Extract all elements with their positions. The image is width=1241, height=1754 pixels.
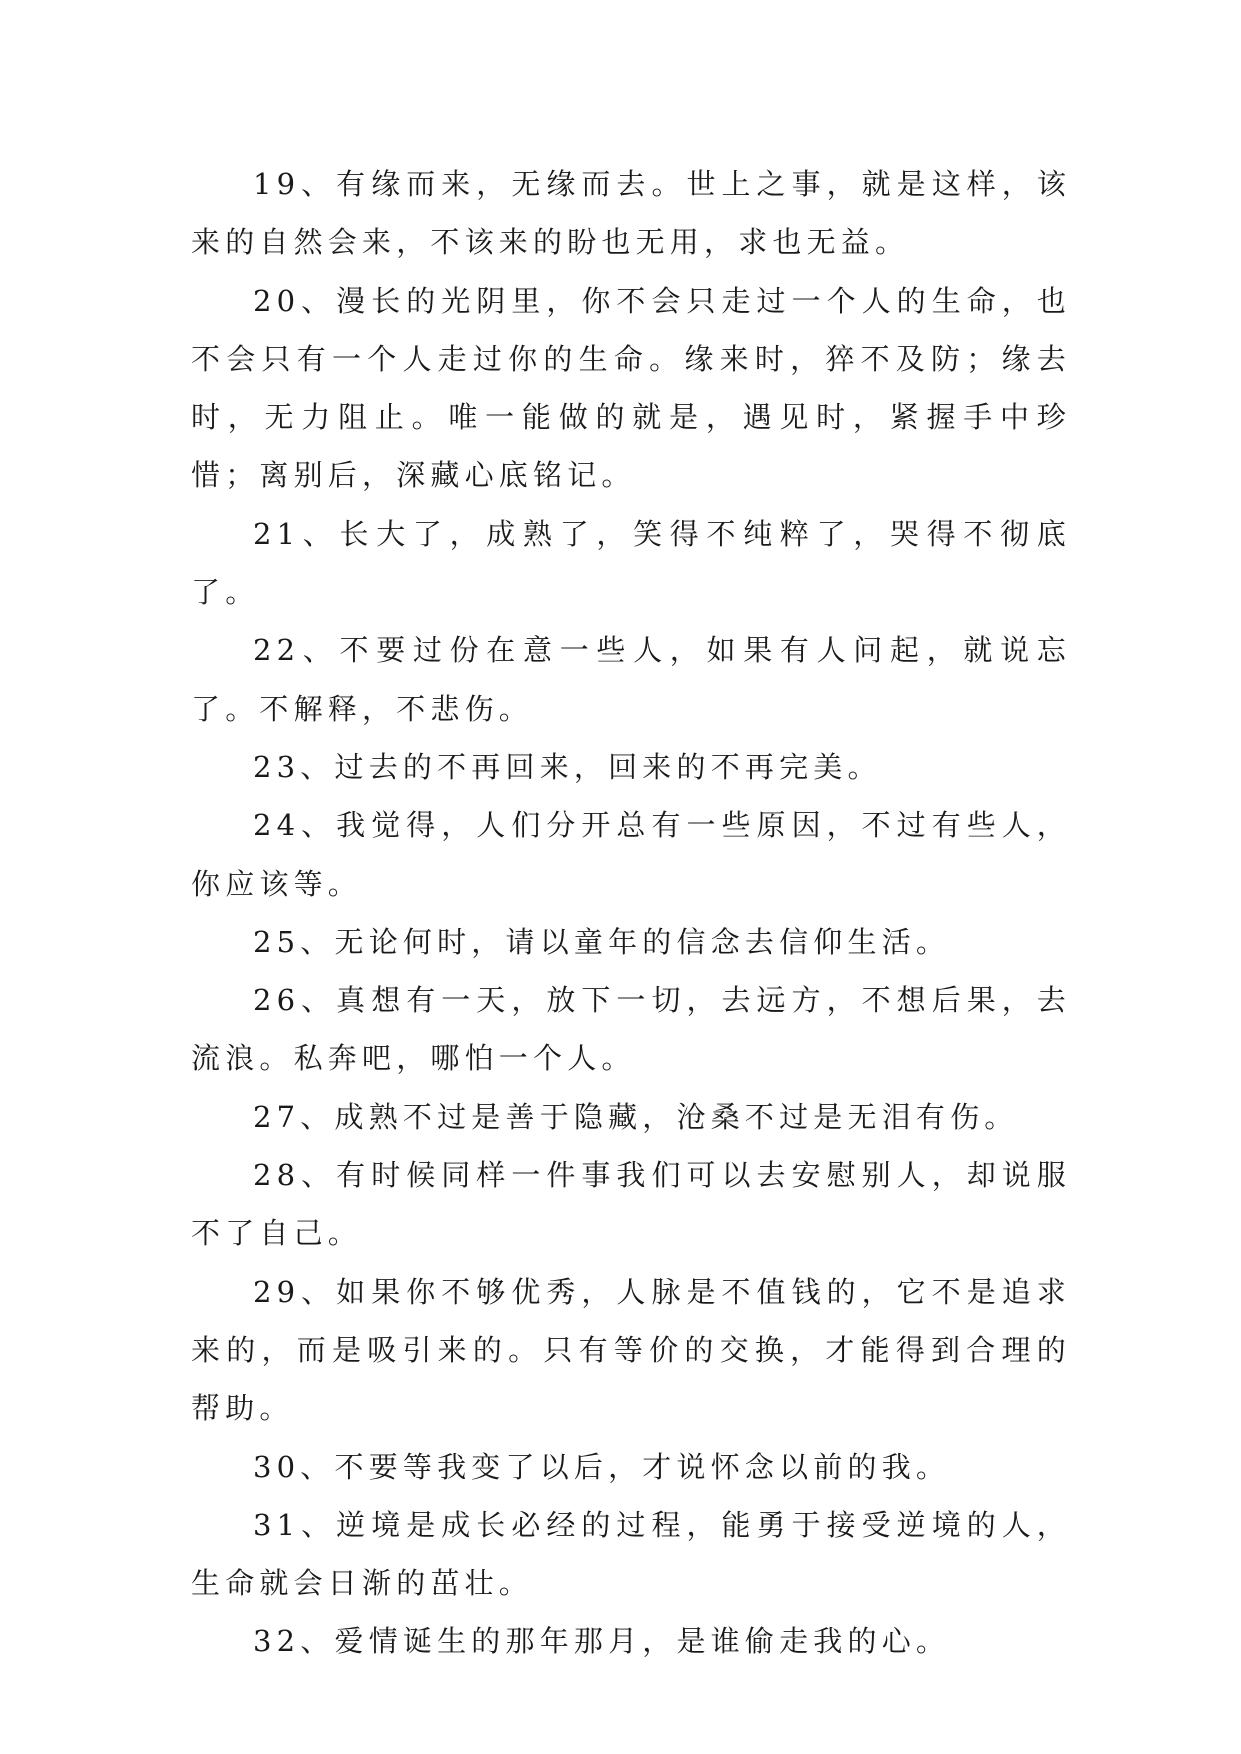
paragraph-22: 22、不要过份在意一些人，如果有人问起，就说忘了。不解释，不悲伤。 bbox=[191, 633, 1071, 726]
paragraph-30: 30、不要等我变了以后，才说怀念以前的我。 bbox=[253, 1449, 951, 1484]
paragraph-24: 24、我觉得，人们分开总有一些原因，不过有些人，你应该等。 bbox=[191, 808, 1071, 901]
paragraph-31: 31、逆境是成长必经的过程，能勇于接受逆境的人，生命就会日渐的茁壮。 bbox=[191, 1507, 1071, 1601]
paragraph-29: 29、如果你不够优秀，人脉是不值钱的，它不是追求来的，而是吸引来的。只有等价的交换，才能得到合理的帮助。 bbox=[191, 1274, 1071, 1426]
paragraph-26: 26、真想有一天，放下一切，去远方，不想后果，去流浪。私奔吧，哪怕一个人。 bbox=[191, 983, 1071, 1076]
document-body bbox=[191, 155, 1071, 1671]
paragraph-23: 23、过去的不再回来，回来的不再完美。 bbox=[253, 749, 882, 784]
paragraph-28: 28、有时候同样一件事我们可以去安慰别人，却说服不了自己。 bbox=[191, 1158, 1071, 1251]
paragraph-32: 32、爱情诞生的那年那月，是谁偷走我的心。 bbox=[253, 1624, 951, 1659]
paragraph-27: 27、成熟不过是善于隐藏，沧桑不过是无泪有伤。 bbox=[253, 1099, 1019, 1134]
paragraph-25: 25、无论何时，请以童年的信念去信仰生活。 bbox=[253, 924, 951, 959]
paragraph-19: 19、有缘而来，无缘而去。世上之事，就是这样，该来的自然会来，不该来的盼也无用，求也无益。 bbox=[191, 167, 1071, 260]
paragraph-20: 20、漫长的光阴里，你不会只走过一个人的生命，也不会只有一个人走过你的生命。缘来时，猝不及防；缘去时，无力阻止。唯一能做的就是，遇见时，紧握手中珍惜；离别后，深藏心底铭记。 bbox=[191, 283, 1071, 493]
paragraph-21: 21、长大了，成熟了，笑得不纯粹了，哭得不彻底了。 bbox=[191, 516, 1071, 610]
